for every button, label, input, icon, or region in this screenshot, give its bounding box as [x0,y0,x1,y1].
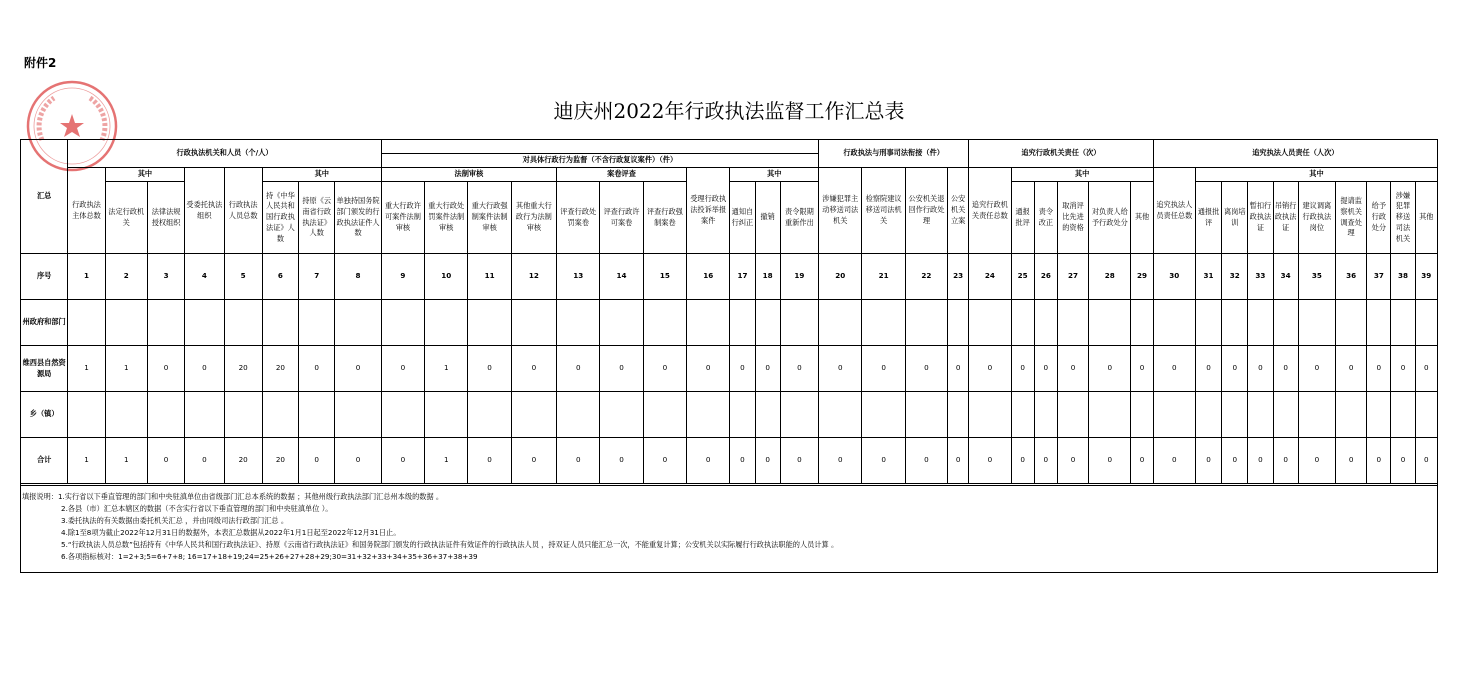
row-label: 维西县自然资源局 [21,346,68,392]
table-cell [1131,300,1153,346]
col-1: 行政执法主体总数 [68,168,105,254]
table-cell: 0 [1131,438,1153,484]
table-cell: 0 [643,438,686,484]
table-cell: 0 [1298,438,1335,484]
table-cell: 0 [1057,438,1088,484]
col-12: 其他重大行政行为法制审核 [511,182,556,254]
row-label: 乡（镇） [21,392,68,438]
table-cell: 0 [1298,346,1335,392]
seq-cell: 6 [262,254,298,300]
table-cell: 20 [224,438,262,484]
table-cell: 0 [1415,346,1437,392]
table-cell: 0 [1222,346,1248,392]
corner-header: 汇总 [21,140,68,254]
table-cell [511,392,556,438]
col-18: 撤销 [755,182,780,254]
table-cell: 0 [600,438,643,484]
table-cell: 0 [1367,438,1391,484]
col-21: 检察院建议移送司法机关 [862,168,905,254]
table-cell [905,300,947,346]
table-cell: 0 [1336,438,1367,484]
table-cell [780,392,818,438]
table-cell: 0 [1391,346,1415,392]
row-label: 合计 [21,438,68,484]
col-16: 受理行政执法投诉举报案件 [687,168,730,254]
table-cell [780,300,818,346]
table-cell: 0 [1195,438,1221,484]
col-4: 受委托执法组织 [185,168,224,254]
seq-cell: 12 [511,254,556,300]
table-cell [1367,300,1391,346]
table-cell [819,392,862,438]
table-cell: 0 [147,438,184,484]
seq-cell: 23 [948,254,969,300]
seq-cell: 19 [780,254,818,300]
seq-cell: 37 [1367,254,1391,300]
table-cell [1153,392,1195,438]
table-cell [1057,392,1088,438]
group-criminal-linkage: 行政执法与刑事司法衔接（件） [819,140,969,168]
table-cell [1011,392,1034,438]
table-cell [1222,300,1248,346]
table-cell: 0 [185,438,224,484]
row-label: 州政府和部门 [21,300,68,346]
table-cell: 0 [1034,346,1057,392]
seq-cell: 39 [1415,254,1437,300]
col-11: 重大行政强制案件法制审核 [468,182,511,254]
table-cell [425,392,468,438]
table-cell [147,392,184,438]
seq-cell: 10 [425,254,468,300]
seq-cell: 4 [185,254,224,300]
table-cell: 0 [381,346,424,392]
table-cell: 0 [1248,346,1273,392]
table-cell [687,392,730,438]
table-cell: 0 [1011,438,1034,484]
col-25: 通报批评 [1011,182,1034,254]
table-cell [600,392,643,438]
seq-cell: 21 [862,254,905,300]
table-cell [755,300,780,346]
table-cell: 0 [1248,438,1273,484]
table-cell [511,300,556,346]
seq-cell: 28 [1089,254,1131,300]
table-cell: 0 [335,346,381,392]
table-cell: 0 [1415,438,1437,484]
sub-qizhong-2: 其中 [262,168,381,182]
table-cell [1195,300,1221,346]
col-33: 暂扣行政执法证 [1248,182,1273,254]
table-cell: 0 [1089,438,1131,484]
seq-cell: 36 [1336,254,1367,300]
table-row [21,346,1438,392]
table-row [21,392,1438,438]
table-cell [468,392,511,438]
attachment-label: 附件2 [24,56,57,70]
table-cell [68,392,105,438]
col-6: 持《中华人民共和国行政执法证》人数 [262,182,298,254]
table-cell [68,300,105,346]
table-cell [1057,300,1088,346]
seq-cell: 18 [755,254,780,300]
table-cell [1415,392,1437,438]
table-cell: 0 [1089,346,1131,392]
col-19: 责令限期重新作出 [780,182,818,254]
table-cell: 0 [969,438,1011,484]
table-cell [1034,392,1057,438]
col-8: 单独持国务院部门颁发的行政执法证件人数 [335,182,381,254]
seq-cell: 14 [600,254,643,300]
table-cell [262,392,298,438]
table-cell: 1 [425,346,468,392]
table-cell [862,300,905,346]
col-9: 重大行政许可案件法制审核 [381,182,424,254]
table-cell [1298,392,1335,438]
col-35: 建议调离行政执法岗位 [1298,182,1335,254]
col-13: 评查行政处罚案卷 [557,182,600,254]
table-cell: 0 [730,346,755,392]
table-cell [224,392,262,438]
seq-cell: 15 [643,254,686,300]
table-cell: 0 [862,346,905,392]
group-agencies-personnel: 行政执法机关和人员（个/人） [68,140,381,168]
seq-cell: 1 [68,254,105,300]
table-cell [1089,392,1131,438]
seq-cell: 38 [1391,254,1415,300]
col-24: 追究行政机关责任总数 [969,168,1011,254]
table-cell: 0 [1336,346,1367,392]
table-cell: 0 [335,438,381,484]
table-cell [819,300,862,346]
col-38: 涉嫌犯罪移送司法机关 [1391,182,1415,254]
seq-cell: 32 [1222,254,1248,300]
table-cell: 0 [1273,346,1298,392]
table-cell [687,300,730,346]
table-cell [381,392,424,438]
seq-cell: 13 [557,254,600,300]
group-admin-act-supervision-top [381,140,818,154]
filling-notes [20,485,1438,573]
col-5: 行政执法人员总数 [224,168,262,254]
seq-cell: 8 [335,254,381,300]
table-cell [1089,300,1131,346]
seq-cell: 20 [819,254,862,300]
table-cell [969,300,1011,346]
table-cell [905,392,947,438]
note-line: 填报说明：1.实行省以下垂直管理的部门和中央驻滇单位由省级部门汇总本系统的数据 ；其他州级行政执法部门汇总州本级的数据 。 [22,492,444,501]
table-cell [1222,392,1248,438]
seq-row [21,254,1438,300]
col-29: 其他 [1131,182,1153,254]
sub-qizhong-1: 其中 [105,168,185,182]
page-title: 迪庆州2022年行政执法监督工作汇总表 [553,99,905,123]
table-row [21,300,1438,346]
table-cell: 1 [105,346,147,392]
col-32: 离岗培训 [1222,182,1248,254]
table-cell [1336,300,1367,346]
table-cell: 0 [299,438,335,484]
seq-cell: 31 [1195,254,1221,300]
table-cell [299,392,335,438]
seq-label: 序号 [21,254,68,300]
table-cell [185,392,224,438]
seq-cell: 35 [1298,254,1335,300]
group-admin-act-supervision: 对具体行政行为监督（不含行政复议案件）（件） [381,154,818,168]
col-28: 对负责人给予行政处分 [1089,182,1131,254]
table-cell: 0 [381,438,424,484]
table-cell [224,300,262,346]
table-cell [1273,300,1298,346]
col-14: 评查行政许可案卷 [600,182,643,254]
table-cell: 0 [468,346,511,392]
seq-cell: 27 [1057,254,1088,300]
col-15: 评查行政强制案卷 [643,182,686,254]
table-cell: 1 [68,346,105,392]
table-cell: 0 [511,346,556,392]
seq-cell: 22 [905,254,947,300]
col-26: 责令改正 [1034,182,1057,254]
table-cell: 0 [780,346,818,392]
col-2: 法定行政机关 [105,182,147,254]
col-34: 吊销行政执法证 [1273,182,1298,254]
col-36: 提请监察机关调查处理 [1336,182,1367,254]
col-7: 持原《云南省行政执法证》人数 [299,182,335,254]
col-23: 公安机关立案 [948,168,969,254]
group-agency-accountability: 追究行政机关责任（次） [969,140,1153,168]
table-cell: 0 [511,438,556,484]
note-line: 6.各项指标核对：1=2+3;5=6+7+8; 16=17+18+19;24=25+26+27+28+29;30=31+32+33+34+35+36+37+38+39 [61,552,478,561]
table-cell: 0 [819,346,862,392]
table-cell: 0 [862,438,905,484]
note-line: 2.各县（市）汇总本辖区的数据（不含实行省以下垂直管理的部门和中央驻滇单位 ）。 [61,504,333,513]
seq-cell: 34 [1273,254,1298,300]
col-22: 公安机关退回作行政处理 [905,168,947,254]
seq-cell: 30 [1153,254,1195,300]
table-row [21,438,1438,484]
sub-qizhong-5: 其中 [1195,168,1437,182]
seq-cell: 24 [969,254,1011,300]
note-line: 4.除1至8项为截止2022年12月31日的数据外，本表汇总数据从2022年1月1日起至2022年12月31日止。 [61,528,401,537]
table-cell [1034,300,1057,346]
table-cell [262,300,298,346]
table-cell [468,300,511,346]
col-31: 通报批评 [1195,182,1221,254]
table-cell: 0 [1011,346,1034,392]
seq-cell: 33 [1248,254,1273,300]
table-cell [299,300,335,346]
table-cell [381,300,424,346]
table-cell: 0 [299,346,335,392]
table-cell [1336,392,1367,438]
table-cell: 0 [468,438,511,484]
table-cell [948,392,969,438]
table-cell: 0 [1057,346,1088,392]
seq-cell: 2 [105,254,147,300]
table-cell: 0 [185,346,224,392]
table-cell: 0 [755,438,780,484]
table-cell: 20 [224,346,262,392]
table-cell [1298,300,1335,346]
table-cell [1415,300,1437,346]
table-cell [425,300,468,346]
table-cell: 0 [948,438,969,484]
table-cell: 0 [905,346,947,392]
table-cell [1131,392,1153,438]
table-cell: 0 [147,346,184,392]
note-line: 3.委托执法的有关数据由委托机关汇总 ，并由同级司法行政部门汇总 。 [61,516,289,525]
table-cell [335,392,381,438]
table-cell: 0 [1222,438,1248,484]
seq-cell: 7 [299,254,335,300]
table-cell: 0 [905,438,947,484]
sub-case-review: 案卷评查 [557,168,687,182]
table-cell: 0 [687,346,730,392]
table-cell: 0 [643,346,686,392]
table-cell [1391,300,1415,346]
seq-cell: 5 [224,254,262,300]
table-cell [105,300,147,346]
table-cell [557,300,600,346]
col-27: 取消评比先进的资格 [1057,182,1088,254]
col-10: 重大行政处罚案件法制审核 [425,182,468,254]
table-cell: 0 [969,346,1011,392]
note-line: 5.“行政执法人员总数”包括持有《中华人民共和国行政执法证》、持原《云南省行政执法证》和国务院部门颁发的行政执法证件有效证件的行政执法人员 ，持双证人员只能汇总一次，不能重复计算；公安机关以实际履行行政执法职能的人员计算 。 [61,540,839,549]
table-cell [730,392,755,438]
seq-cell: 26 [1034,254,1057,300]
table-cell: 0 [1195,346,1221,392]
table-cell [105,392,147,438]
table-cell: 0 [1153,346,1195,392]
table-cell [185,300,224,346]
table-cell [1248,392,1273,438]
seq-cell: 29 [1131,254,1153,300]
table-cell [1273,392,1298,438]
table-cell [755,392,780,438]
group-personnel-accountability: 追究执法人员责任（人次） [1153,140,1437,168]
table-cell [1011,300,1034,346]
table-cell [1248,300,1273,346]
seq-cell: 16 [687,254,730,300]
table-cell: 0 [557,346,600,392]
col-39: 其他 [1415,182,1437,254]
seq-cell: 3 [147,254,184,300]
table-cell: 0 [1153,438,1195,484]
col-3: 法律法规授权组织 [147,182,184,254]
seq-cell: 25 [1011,254,1034,300]
col-17: 通知自行纠正 [730,182,755,254]
table-cell [1195,392,1221,438]
table-cell [335,300,381,346]
col-30: 追究执法人员责任总数 [1153,168,1195,254]
table-cell [969,392,1011,438]
table-cell: 0 [1273,438,1298,484]
table-cell: 20 [262,438,298,484]
seq-cell: 11 [468,254,511,300]
sub-qizhong-3: 其中 [730,168,819,182]
table-cell [643,392,686,438]
table-cell [600,300,643,346]
table-cell: 1 [105,438,147,484]
table-cell: 0 [819,438,862,484]
table-cell: 0 [780,438,818,484]
table-cell [1367,392,1391,438]
table-cell: 0 [755,346,780,392]
table-cell [557,392,600,438]
seq-cell: 17 [730,254,755,300]
table-cell [1153,300,1195,346]
col-37: 给予行政处分 [1367,182,1391,254]
col-20: 涉嫌犯罪主动移送司法机关 [819,168,862,254]
table-cell [1391,392,1415,438]
table-cell: 0 [687,438,730,484]
table-cell: 1 [425,438,468,484]
table-cell: 0 [730,438,755,484]
table-cell [948,300,969,346]
table-cell: 1 [68,438,105,484]
table-cell: 20 [262,346,298,392]
sub-qizhong-4: 其中 [1011,168,1153,182]
seq-cell: 9 [381,254,424,300]
sub-legal-review: 法制审核 [381,168,556,182]
table-cell: 0 [1131,346,1153,392]
table-cell: 0 [557,438,600,484]
table-cell [643,300,686,346]
table-cell: 0 [600,346,643,392]
table-cell: 0 [1391,438,1415,484]
table-cell [862,392,905,438]
table-cell: 0 [1034,438,1057,484]
table-cell: 0 [948,346,969,392]
table-cell [730,300,755,346]
table-cell [147,300,184,346]
table-cell: 0 [1367,346,1391,392]
